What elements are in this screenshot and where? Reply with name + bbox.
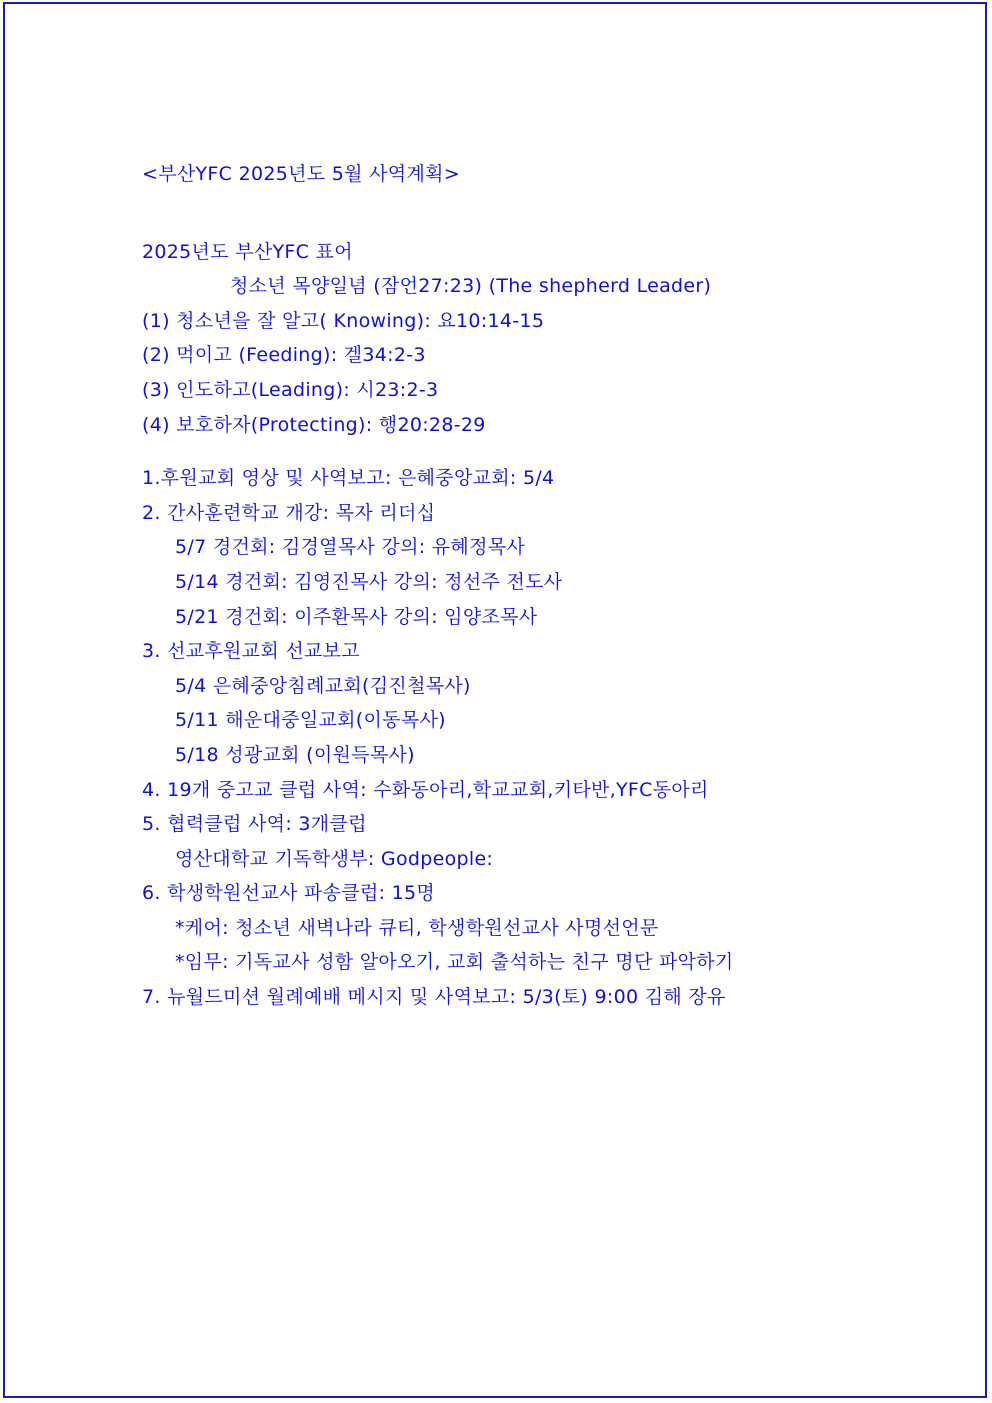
motto-heading: 2025년도 부산YFC 표어 <box>142 240 353 263</box>
plan-section <box>142 461 962 1015</box>
motto-point: (3) 인도하고(Leading): 시23:2-3 <box>142 378 439 401</box>
plan-subitem: 영산대학교 기독학생부: Godpeople: <box>175 847 494 870</box>
motto-point: (1) 청소년을 잘 알고( Knowing): 요10:14-15 <box>142 309 545 332</box>
plan-item-7: 7. 뉴월드미션 월례예배 메시지 및 사역보고: 5/3(토) 9:00 김해 장유 <box>142 986 726 1009</box>
motto-subheading: 청소년 목양일념 (잠언27:23) (The shepherd Leader) <box>230 275 712 298</box>
document-title: <부산YFC 2025년도 5월 사역계획> <box>142 163 460 185</box>
document-body <box>142 157 962 1015</box>
plan-subitem: 5/14 경건회: 김영진목사 강의: 정선주 전도사 <box>175 570 563 593</box>
motto-point: (2) 먹이고 (Feeding): 겔34:2-3 <box>142 344 426 367</box>
plan-item-1: 1.후원교회 영상 및 사역보고: 은혜중앙교회: 5/4 <box>142 467 555 490</box>
motto-point: (4) 보호하자(Protecting): 행20:28-29 <box>142 413 486 436</box>
plan-subitem: 5/18 성광교회 (이원득목사) <box>175 743 415 766</box>
plan-item-6: 6. 학생학원선교사 파송클럽: 15명 <box>142 882 436 905</box>
spacer <box>142 192 962 235</box>
plan-subitem: *케어: 청소년 새벽나라 큐티, 학생학원선교사 사명선언문 <box>175 916 659 939</box>
plan-subitem: *임무: 기독교사 성함 알아오기, 교회 출석하는 친구 명단 파악하기 <box>175 951 734 974</box>
plan-item-4: 4. 19개 중고교 클럽 사역: 수화동아리,학교교회,키타반,YFC동아리 <box>142 778 709 801</box>
motto-section <box>142 235 962 443</box>
plan-subitem: 5/7 경건회: 김경열목사 강의: 유혜정목사 <box>175 536 526 559</box>
plan-subitem: 5/11 해운대중일교회(이동목사) <box>175 709 446 732</box>
plan-subitem: 5/4 은혜중앙침례교회(김진철목사) <box>175 674 471 697</box>
plan-item-5: 5. 협력클럽 사역: 3개클럽 <box>142 813 367 836</box>
plan-subitem: 5/21 경건회: 이주환목사 강의: 임양조목사 <box>175 605 538 628</box>
spacer <box>142 442 962 461</box>
plan-item-3: 3. 선교후원교회 선교보고 <box>142 640 360 663</box>
plan-item-2: 2. 간사훈련학교 개강: 목자 리더십 <box>142 501 436 524</box>
